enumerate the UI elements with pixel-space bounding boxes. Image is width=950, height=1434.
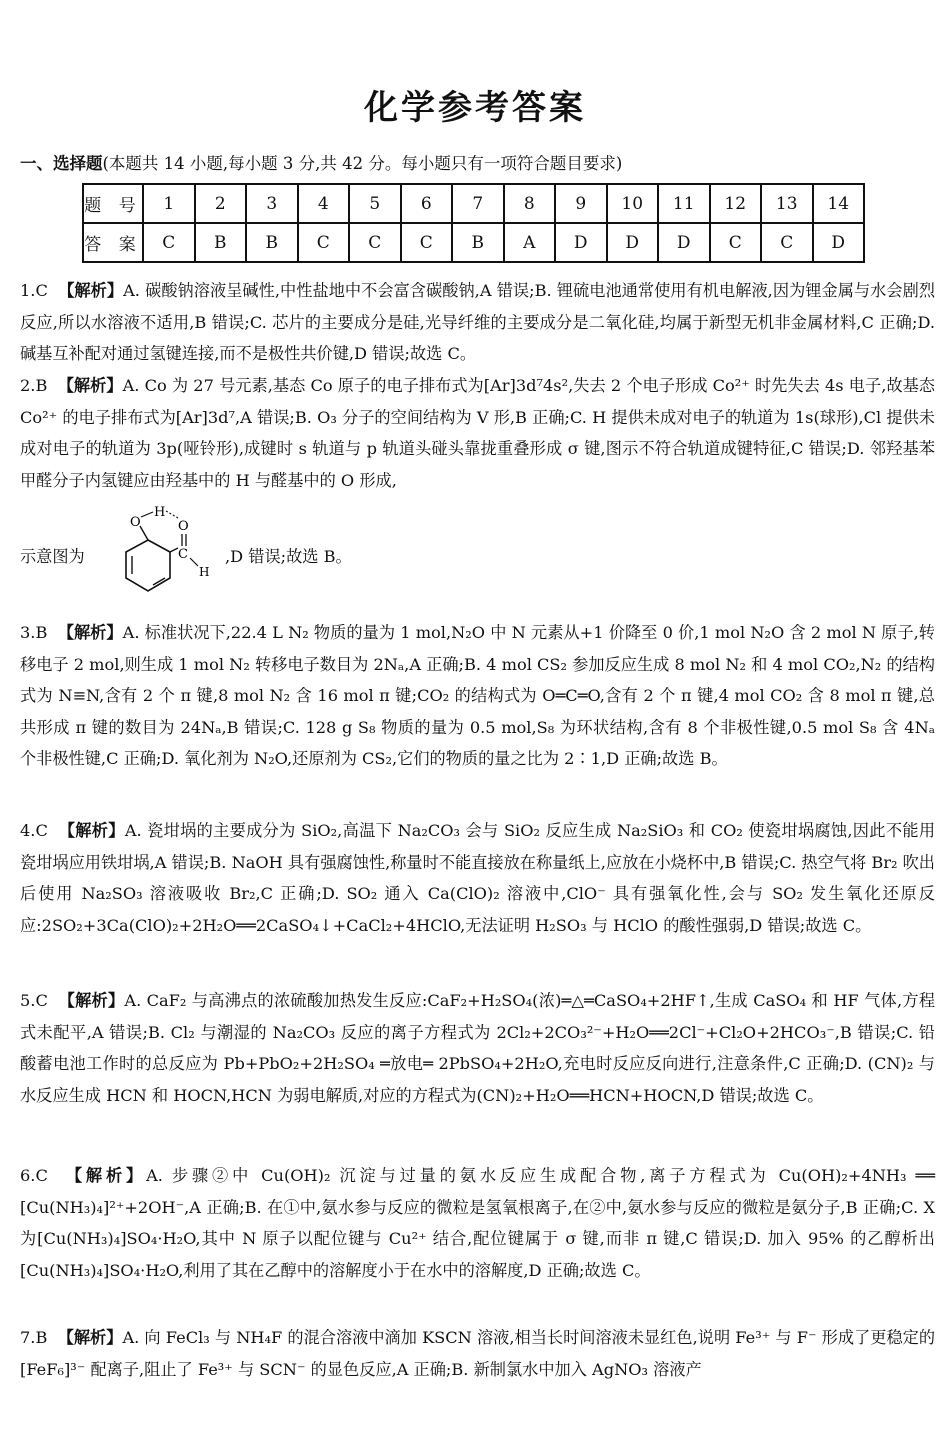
analysis-tag: 【解析】 (57, 623, 123, 642)
analysis-tag: 【解析】 (65, 1166, 147, 1185)
table-cell: 7 (452, 184, 504, 223)
figure-caption-after: ,D 错误;故选 B。 (225, 547, 352, 566)
table-cell: C (298, 223, 350, 262)
section-label: 一、选择题 (20, 154, 103, 173)
c-o-bond (140, 526, 148, 540)
question-number: 2.B (20, 376, 48, 395)
table-cell: 3 (246, 184, 298, 223)
analysis-tag: 【解析】 (57, 376, 123, 395)
page-title: 化学参考答案 (364, 88, 586, 128)
table-cell: D (607, 223, 659, 262)
question-1 (20, 275, 935, 370)
table-cell: 6 (401, 184, 453, 223)
question-7 (20, 1322, 935, 1385)
table-cell: B (452, 223, 504, 262)
atom-c-aldehyde: C (178, 547, 188, 562)
question-text: A. 碳酸钠溶液呈碱性,中性盐地中不会富含碳酸钠,A 错误;B. 锂硫电池通常使用有机电解液,因为锂金属与水会剧烈反应,所以水溶液不适用,B 错误;C. 芯片的主要成分是硅,光导纤维的主要成分是二氧化硅,均属于新型无机非金属材料,C 正确;D. 碱基互补配对通过氢键连接,而不是极性共价键,D 错误;故选 C。 (20, 281, 936, 363)
question-text: A. 瓷坩埚的主要成分为 SiO₂,高温下 Na₂CO₃ 会与 SiO₂ 反应生成 Na₂SiO₃ 和 CO₂ 使瓷坩埚腐蚀,因此不能用瓷坩埚应用铁坩埚,A 错误;B. NaOH 具有强腐蚀性,称量时不能直接放在称量纸上,应放在小烧杯中,B 错误;C. 热空气将 Br₂ 吹出后使用 Na₂SO₃ 溶液吸收 Br₂,C 正确;D. SO₂ 通入 Ca(ClO)₂ 溶液中,ClO⁻ 具有强氧化性,会与 SO₂ 发生氧化还原反应:2SO₂+3Ca(ClO)₂+2H₂O══2CaSO₄↓+CaCl₂+4HClO,无法证明 H₂SO₃ 与 HClO 的酸性强弱,D 错误;故选 C。 (20, 821, 936, 935)
atom-h-aldehyde: H (199, 565, 210, 579)
question-number: 4.C (20, 821, 48, 840)
table-cell: 10 (607, 184, 659, 223)
atom-h-hydroxyl: H (154, 505, 166, 520)
table-cell: 2 (195, 184, 247, 223)
hydrogen-bond (166, 511, 178, 518)
question-number: 6.C (20, 1166, 48, 1185)
analysis-tag: 【解析】 (58, 991, 125, 1010)
table-cell: C (143, 223, 195, 262)
table-cell: A (504, 223, 556, 262)
analysis-tag: 【解析】 (58, 281, 124, 300)
table-row-answers (83, 223, 864, 262)
table-row-numbers (83, 184, 864, 223)
row-header-answer: 答 案 (83, 223, 143, 262)
table-cell: B (246, 223, 298, 262)
question-text: A. 标准状况下,22.4 L N₂ 物质的量为 1 mol,N₂O 中 N 元素从+1 价降至 0 价,1 mol N₂O 含 2 mol N 原子,转移电子 2 mol,则生成 1 mol N₂ 转移电子数目为 2Nₐ,A 正确;B. 4 mol CS₂ 参加反应生成 8 mol N₂ 和 4 mol CO₂,N₂ 的结构式为 N≡N,含有 2 个 π 键,8 mol N₂ 含 16 mol π 键;CO₂ 的结构式为 O═C═O,含有 2 个 π 键,4 mol CO₂ 含 8 mol π 键,总共形成 π 键的数目为 24Nₐ,B 错误;C. 128 g S₈ 物质的量为 0.5 mol,S₈ 为环状结构,含有 8 个非极性键,0.5 mol S₈ 含 4Nₐ 个非极性键,C 正确;D. 氧化剂为 N₂O,还原剂为 CS₂,它们的物质的量之比为 2∶1,D 正确;故选 B。 (20, 623, 935, 768)
question-number: 7.B (20, 1328, 48, 1347)
answer-table (82, 183, 865, 263)
table-cell: C (761, 223, 813, 262)
ring-c-bond (170, 548, 178, 552)
table-cell: 1 (143, 184, 195, 223)
question-5 (20, 985, 935, 1111)
o-hydroxybenzaldehyde-structure (108, 500, 228, 610)
table-cell: 8 (504, 184, 556, 223)
table-cell: B (195, 223, 247, 262)
table-cell: 11 (658, 184, 710, 223)
table-cell: D (813, 223, 865, 262)
question-6 (20, 1160, 935, 1286)
question-text: A. Co 为 27 号元素,基态 Co 原子的电子排布式为[Ar]3d⁷4s²,失去 2 个电子形成 Co²⁺ 时先失去 4s 电子,故基态 Co²⁺ 的电子排布式为[Ar]3d⁷,A 错误;B. O₃ 分子的空间结构为 V 形,B 正确;C. H 提供未成对电子的轨道为 1s(球形),Cl 提供未成对电子的轨道为 3p(哑铃形),成键时 s 轨道与 p 轨道头碰头靠拢重叠形成 σ 键,图示不符合轨道成键特征,C 错误;D. 邻羟基苯甲醛分子内氢键应由羟基中的 H 与醛基中的 O 形成, (20, 376, 935, 490)
question-2 (20, 370, 935, 496)
table-cell: 12 (710, 184, 762, 223)
question-4 (20, 815, 935, 941)
table-cell: 4 (298, 184, 350, 223)
section-heading (20, 150, 622, 174)
question-number: 3.B (20, 623, 48, 642)
question-text: A. 向 FeCl₃ 与 NH₄F 的混合溶液中滴加 KSCN 溶液,相当长时间溶液未显红色,说明 Fe³⁺ 与 F⁻ 形成了更稳定的[FeF₆]³⁻ 配离子,阻止了 Fe³⁺ 与 SCN⁻ 的显色反应,A 正确;B. 新制氯水中加入 AgNO₃ 溶液产 (20, 1328, 936, 1379)
table-cell: 13 (761, 184, 813, 223)
atom-o-aldehyde: O (178, 519, 189, 534)
question-number: 1.C (20, 281, 48, 300)
question-text: A. CaF₂ 与高沸点的浓硫酸加热发生反应:CaF₂+H₂SO₄(浓)═△═CaSO₄+2HF↑,生成 CaSO₄ 和 HF 气体,方程式未配平,A 错误;B. Cl₂ 与潮湿的 Na₂CO₃ 反应的离子方程式为 2Cl₂+2CO₃²⁻+H₂O══2Cl⁻+Cl₂O+2HCO₃⁻,B 错误;C. 铅酸蓄电池工作时的总反应为 Pb+PbO₂+2H₂SO₄ ═放电═ 2PbSO₄+2H₂O,充电时反应反向进行,注意条件,C 正确;D. (CN)₂ 与水反应生成 HCN 和 HOCN,HCN 为弱电解质,对应的方程式为(CN)₂+H₂O══HCN+HOCN,D 错误;故选 C。 (20, 991, 936, 1105)
row-header-number: 题 号 (83, 184, 143, 223)
question-text: A. 步骤②中 Cu(OH)₂ 沉淀与过量的氨水反应生成配合物,离子方程式为 Cu(OH)₂+4NH₃ ══ [Cu(NH₃)₄]²⁺+2OH⁻,A 正确;B. 在①中,氨水参与反应的微粒是氢氧根离子,在②中,氨水参与反应的微粒是氨分子,B 正确;C. X 为[Cu(NH₃)₄]SO₄·H₂O,其中 N 原子以配位键与 Cu²⁺ 结合,配位键属于 σ 键,而非 π 键,C 错误;D. 加入 95% 的乙醇析出[Cu(NH₃)₄]SO₄·H₂O,利用了其在乙醇中的溶解度小于在水中的溶解度,D 正确;故选 C。 (20, 1166, 936, 1280)
section-note: (本题共 14 小题,每小题 3 分,共 42 分。每小题只有一项符合题目要求) (102, 154, 623, 173)
c-h-bond (190, 558, 198, 566)
analysis-tag: 【解析】 (57, 1328, 123, 1347)
table-cell: C (349, 223, 401, 262)
figure-caption-before: 示意图为 (20, 547, 85, 566)
o-h-bond (141, 512, 153, 517)
table-cell: 9 (555, 184, 607, 223)
table-cell: 14 (813, 184, 865, 223)
question-3 (20, 617, 935, 775)
question-number: 5.C (20, 991, 48, 1010)
table-cell: D (658, 223, 710, 262)
table-cell: 5 (349, 184, 401, 223)
atom-o-hydroxyl: O (130, 515, 141, 530)
analysis-tag: 【解析】 (58, 821, 125, 840)
table-cell: C (710, 223, 762, 262)
table-cell: D (555, 223, 607, 262)
table-cell: C (401, 223, 453, 262)
